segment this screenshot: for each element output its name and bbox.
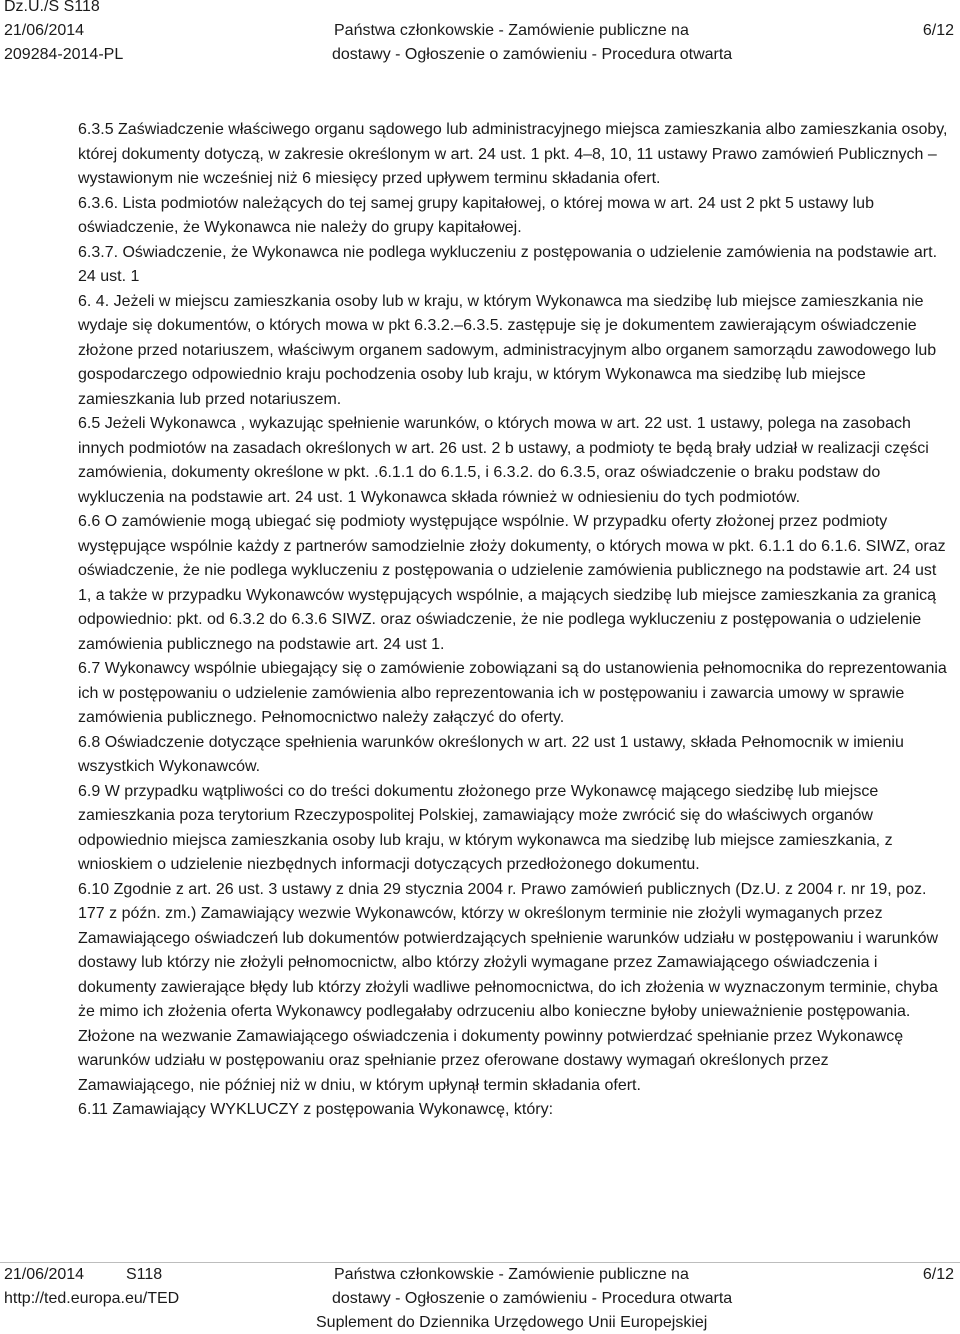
paragraph-6-3-7: 6.3.7. Oświadczenie, że Wykonawca nie podlega wykluczeniu z postępowania o udzielenie zamówienia na podstawie art. 24 ust. 1: [78, 243, 938, 285]
paragraph-6-3-6: 6.3.6. Lista podmiotów należących do tej samej grupy kapitałowej, o której mowa w art. 24 ust 2 pkt 5 ustawy lub oświadczenie, że Wykonawca nie należy do grupy kapitałowej.: [78, 194, 874, 236]
header-date: 21/06/2014: [4, 22, 85, 39]
paragraph-6-5: 6.5 Jeżeli Wykonawca , wykazując spełnienie warunków, o których mowa w art. 22 ust. 1 ustawy, polega na zasobach innych podmiotów na zasadach określonych w art. 26 ust. 2 b ustawy, a podmioty te będą brały udział w realizacji części zamówienia, dokumenty określone w pkt. .6.1.1 do 6.1.5, i 6.3.2. do 6.3.5, oraz oświadczenie o braku podstaw do wykluczenia na podstawie art. 24 ust. 1 Wykonawca składa również w odniesieniu do tych podmiotów.: [78, 415, 929, 506]
paragraph-6-9: 6.9 W przypadku wątpliwości co do treści dokumentu złożonego prze Wykonawcę mającego siedzibę lub miejsce zamieszkania poza terytorium Rzeczypospolitej Polskiej, zamawiający może zwrócić się do właściwych organów odpowiednio miejsca zamieszkania osoby lub kraju, w którym wykonawca ma siedzibę lub miejsce zamieszkania, z wnioskiem o udzielenie niezbędnych informacji dotyczących przedłożonego dokumentu.: [78, 782, 893, 873]
header-notice-number: 209284-2014-PL: [4, 46, 124, 63]
footer-page-number: 6/12: [922, 1266, 954, 1283]
paragraph-6-11: 6.11 Zamawiający WYKLUCZY z postępowania Wykonawcę, który:: [78, 1101, 554, 1118]
paragraph-6-3-5: 6.3.5 Zaświadczenie właściwego organu sądowego lub administracyjnego miejsca zamieszkania albo zamieszkania osoby, której dokumenty dotyczą, w zakresie określonym w art. 24 ust. 1 pkt. 4–8, 10, 11 ustawy Prawo zamówień Publicznych – wystawionym nie wcześniej niż 6 miesięcy przed upływem terminu składania ofert.: [78, 121, 948, 187]
header-title-line2: dostawy - Ogłoszenie o zamówieniu - Procedura otwarta: [332, 46, 733, 63]
footer-title-line1: Państwa członkowskie - Zamówienie publiczne na: [334, 1266, 689, 1283]
footer-series: S118: [126, 1266, 163, 1283]
footer-url-link[interactable]: http://ted.europa.eu/TED: [4, 1290, 180, 1307]
footer-divider: [0, 1262, 960, 1263]
footer-date: 21/06/2014: [4, 1266, 85, 1283]
paragraph-6-6: 6.6 O zamówienie mogą ubiegać się podmioty występujące wspólnie. W przypadku oferty złożonej przez podmioty występujące wspólnie każdy z partnerów samodzielnie złoży dokumenty, o których mowa w pkt. 6.1.1 do 6.1.6. SIWZ, oraz oświadczenie, że nie podlega wykluczeniu z postępowania o udzielenie zamówienia publicznego na podstawie art. 24 ust 1, a także w przypadku Wykonawców występujących wspólnie, a mających siedzibę lub miejsce zamieszkania za granicą odpowiednio: pkt. od 6.3.2 do 6.3.6 SIWZ. oraz oświadczenie, że nie podlega wykluczeniu z postępowania o udzielenie zamówienia publicznego na podstawie art. 24 ust 1.: [78, 513, 946, 653]
paragraph-6-7: 6.7 Wykonawcy wspólnie ubiegający się o zamówienie zobowiązani są do ustanowienia pełnomocnika do reprezentowania ich w postępowaniu o udzielenie zamówienia albo reprezentowania ich w postępowaniu i zawarcia umowy w sprawie zamówienia publicznego. Pełnomocnictwo należy załączyć do oferty.: [78, 660, 947, 726]
paragraph-6-4: 6. 4. Jeżeli w miejscu zamieszkania osoby lub w kraju, w którym Wykonawca ma siedzibę lub miejsce zamieszkania nie wydaje się dokumentów, o których mowa w pkt 6.3.2.–6.3.5. zastępuje się je dokumentem zawierającym oświadczenie złożone przed notariuszem, właściwym organem sadowym, administracyjnym albo organem samorządu zawodowego lub gospodarczego odpowiednio kraju pochodzenia osoby lub kraju, w którym Wykonawca ma siedzibę lub miejsce zamieszkania lub przed notariuszem.: [78, 292, 937, 408]
footer-supplement: Suplement do Dziennika Urzędowego Unii Europejskiej: [316, 1314, 708, 1331]
document-body: [78, 118, 948, 1123]
header-title-line1: Państwa członkowskie - Zamówienie publiczne na: [334, 22, 689, 39]
header-journal-ref: Dz.U./S S118: [4, 0, 100, 15]
paragraph-6-8: 6.8 Oświadczenie dotyczące spełnienia warunków określonych w art. 22 ust 1 ustawy, składa Pełnomocnik w imieniu wszystkich Wykonawców.: [78, 733, 904, 775]
footer-title-line2: dostawy - Ogłoszenie o zamówieniu - Procedura otwarta: [332, 1290, 733, 1307]
paragraph-6-10: 6.10 Zgodnie z art. 26 ust. 3 ustawy z dnia 29 stycznia 2004 r. Prawo zamówień publicznych (Dz.U. z 2004 r. nr 19, poz. 177 z późn. zm.) Zamawiający wezwie Wykonawców, którzy w określonym terminie nie złożyli wymaganych przez Zamawiającego oświadczeń lub dokumentów potwierdzających spełnienie warunków udziału w postępowaniu i warunków dostawy lub którzy nie złożyli pełnomocnictw, albo którzy złożyli wymagane przez Zamawiającego oświadczenia i dokumenty zawierające błędy lub którzy złożyli wadliwe pełnomocnictwa, do ich złożenia w wyznaczonym terminie, chyba że mimo ich złożenia oferta Wykonawcy podlegałaby odrzuceniu albo konieczne byłoby unieważnienie postępowania. Złożone na wezwanie Zamawiającego oświadczenia i dokumenty powinny potwierdzać spełnianie przez Wykonawcę warunków udziału w postępowaniu oraz spełnianie przez oferowane dostawy wymagań określonych przez Zamawiającego, nie później niż w dniu, w którym upłynął termin składania ofert.: [78, 880, 939, 1094]
header-page-number: 6/12: [922, 22, 954, 39]
